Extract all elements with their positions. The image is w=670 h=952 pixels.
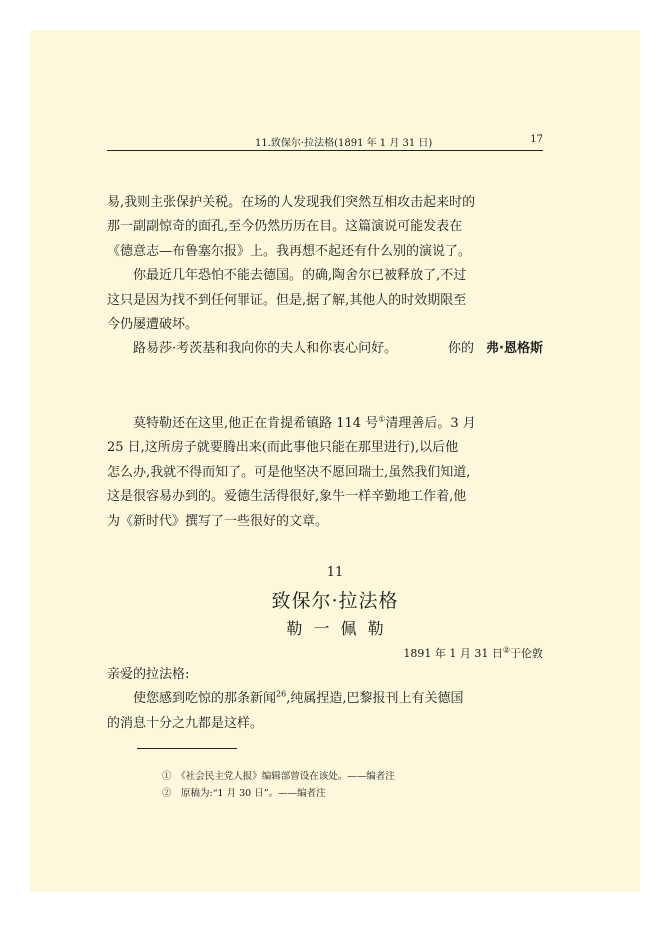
letter-dateline — [403, 645, 543, 661]
text-line: 你最近几年恐怕不能去德国。的确,陶舍尔已被释放了,不过 — [107, 268, 467, 284]
text-line: 怎么办,我就不得而知了。可是他坚决不愿回瑞士,虽然我们知道, — [107, 464, 471, 480]
date-place: 于伦敦 — [510, 647, 543, 660]
text-line: 《德意志—布鲁塞尔报》上。我再想不起还有什么别的演说了。 — [107, 243, 472, 259]
postscript — [107, 412, 543, 534]
footnote-ref: ① — [378, 414, 386, 424]
footnote-ref: ② — [502, 645, 510, 655]
signature-prefix: 你的 — [448, 341, 475, 356]
text-line: 为《新时代》撰写了一些很好的文章。 — [107, 513, 329, 529]
text-line: 25 日,这所房子就要腾出来(而此事他只能在那里进行),以后他 — [107, 440, 459, 456]
header-title: 11.致保尔·拉法格(1891 年 1 月 31 日) — [255, 138, 433, 149]
letter-title: 致保尔·拉法格 — [271, 590, 399, 612]
footnote-1: ① 《社会民主党人报》编辑部曾设在该处。——编者注 — [162, 771, 395, 782]
text-segment: 清理善后。3 月 — [385, 416, 476, 431]
text-segment: 莫特勒还在这里,他正在肯提希镇路 114 号 — [107, 416, 379, 431]
salutation: 亲爱的拉法格: — [107, 667, 190, 682]
signature-name: 弗·恩格斯 — [486, 341, 543, 356]
endnote-ref: 26 — [276, 690, 287, 700]
text-line — [107, 412, 543, 436]
text-line: 这只是因为找不到任何罪证。但是,据了解,其他人的时效期限至 — [107, 292, 467, 308]
letter-recipient: 勒 一 佩 勒 — [286, 619, 384, 638]
text-segment: 使您感到吃惊的那条新闻 — [107, 691, 277, 707]
text-line — [107, 687, 543, 711]
text-segment: ,纯属捏造,巴黎报刊上有关德国 — [286, 691, 464, 707]
text-line: 这是很容易办到的。爱德生活得很好,象牛一样辛勤地工作着,他 — [107, 489, 467, 505]
signature — [448, 337, 543, 356]
running-header — [107, 132, 543, 151]
text-line: 的消息十分之九都是这样。 — [107, 715, 264, 731]
date-text: 1891 年 1 月 31 日 — [403, 647, 503, 660]
footnote-2: ② 原稿为:“1 月 30 日”。——编者注 — [162, 788, 326, 799]
text-line: 今仍屡遭破坏。 — [107, 317, 199, 333]
text-line: 易,我则主张保护关税。在场的人发现我们突然互相攻击起来时的 — [107, 195, 476, 210]
text-line: 路易莎·考茨基和我向你的夫人和你衷心问好。 — [107, 341, 398, 357]
text-line: 那一副副惊奇的面孔,至今仍然历历在目。这篇演说可能发表在 — [107, 219, 463, 235]
page-number: 17 — [530, 134, 543, 145]
letter-number: 11 — [326, 565, 344, 580]
letter-body — [107, 663, 543, 736]
footnote-divider — [137, 748, 237, 749]
